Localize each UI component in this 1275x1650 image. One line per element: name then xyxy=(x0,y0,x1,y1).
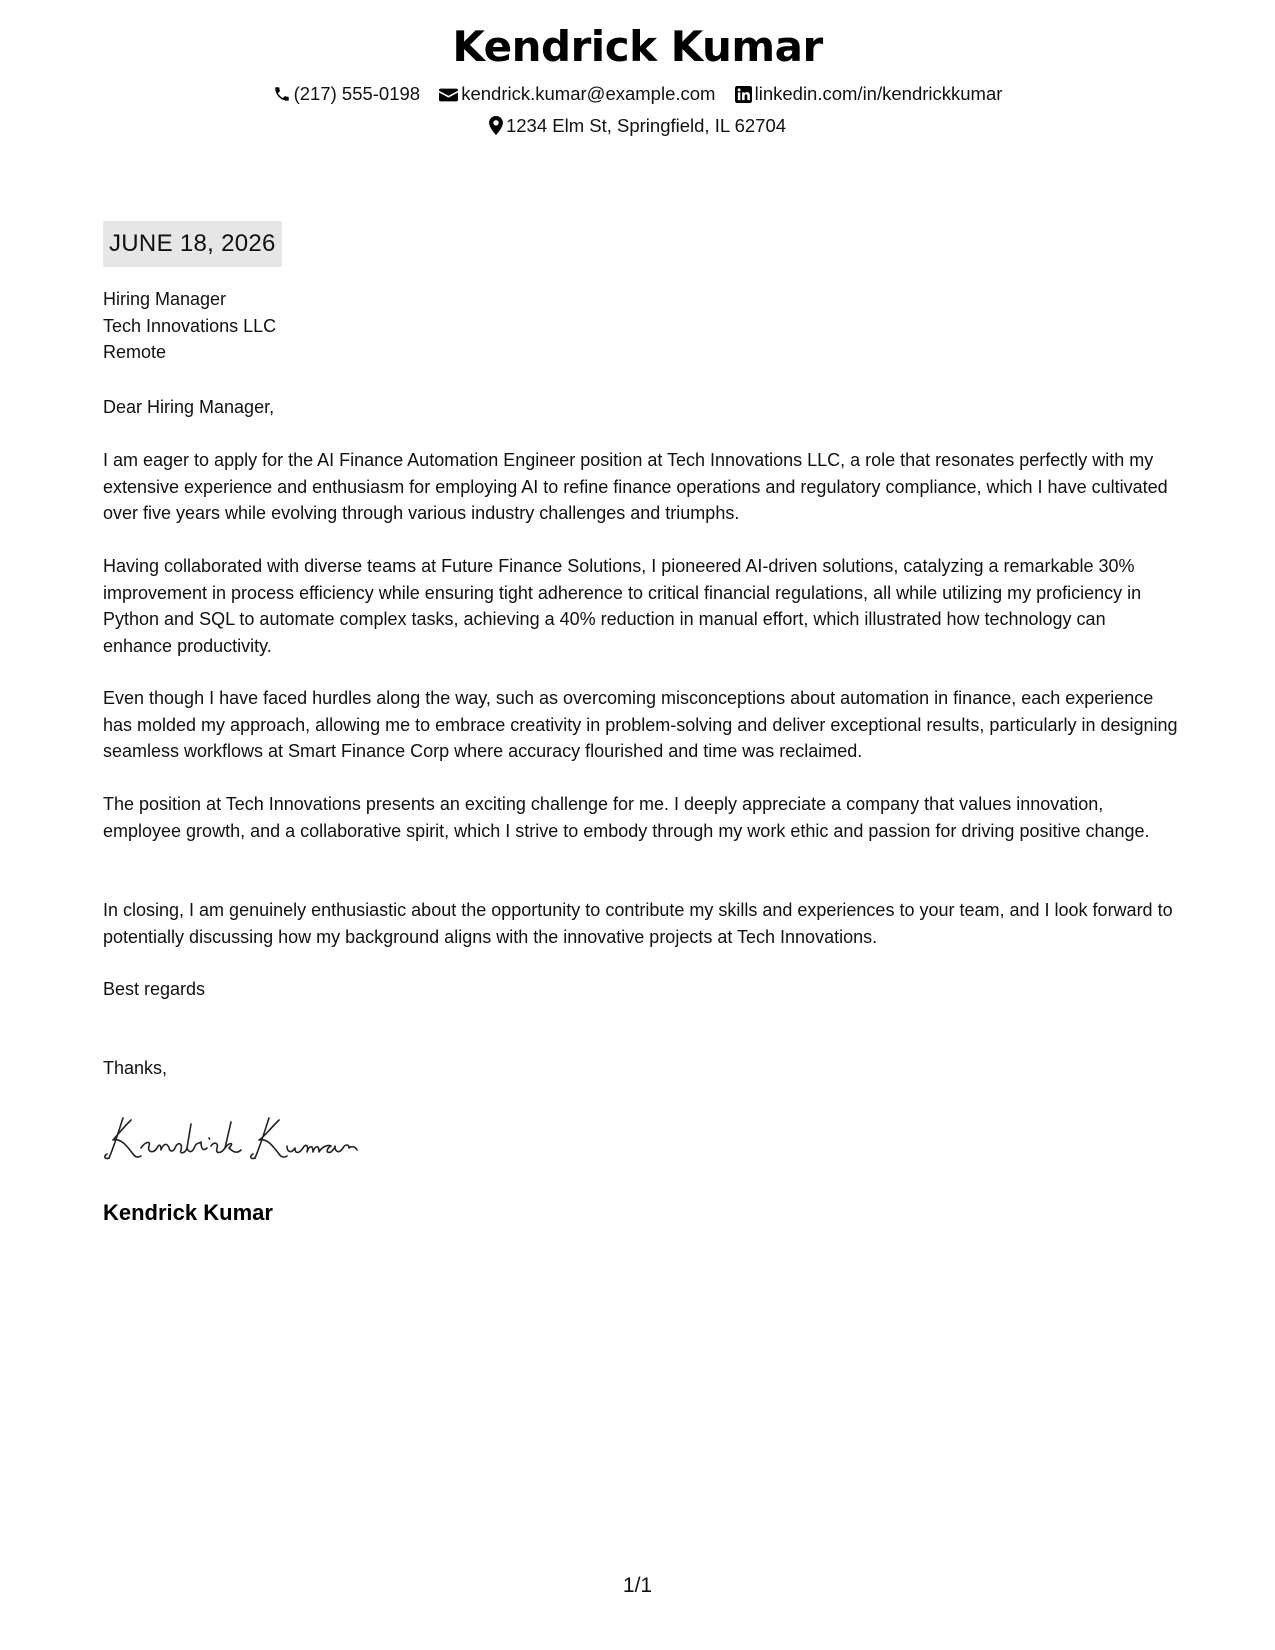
linkedin-text: linkedin.com/in/kendrickkumar xyxy=(754,83,1003,104)
phone-contact xyxy=(273,82,421,106)
map-pin-icon xyxy=(489,116,503,135)
letterhead xyxy=(0,18,1275,138)
linkedin-contact[interactable] xyxy=(735,82,1003,106)
handwritten-signature xyxy=(101,1108,381,1168)
salutation: Dear Hiring Manager, xyxy=(103,397,275,417)
phone-text: (217) 555-0198 xyxy=(293,83,421,104)
address-row xyxy=(0,114,1275,138)
applicant-name-title: Kendrick Kumar xyxy=(452,22,823,71)
envelope-icon xyxy=(439,87,458,103)
email-text: kendrick.kumar@example.com xyxy=(461,83,716,104)
body-paragraph: Even though I have faced hurdles along the way, such as overcoming misconceptions about automation in finance, each experience has molded my approach, allowing me to embrace creativity in problem-solving and deliver exceptional results, particularly in designing seamless workflows at Smart Finance Corp where accuracy flourished and time was reclaimed. xyxy=(103,688,1178,761)
body-paragraph: I am eager to apply for the AI Finance Automation Engineer position at Tech Innovations LLC, a role that resonates perfectly with my extensive experience and enthusiasm for employing AI to refine finance operations and regulatory compliance, which I have cultivated over five years while evolving through various industry challenges and triumphs. xyxy=(103,450,1168,523)
recipient-location: Remote xyxy=(103,342,167,362)
page-number: 1/1 xyxy=(622,1574,653,1597)
closing-best-regards: Best regards xyxy=(103,979,206,999)
recipient-company: Tech Innovations LLC xyxy=(103,315,277,336)
body-paragraph: In closing, I am genuinely enthusiastic about the opportunity to contribute my skills and experiences to your team, and I look forward to potentially discussing how my background aligns with the innovative projects at Tech Innovations. xyxy=(103,900,1173,947)
phone-icon xyxy=(273,85,291,103)
recipient-title: Hiring Manager xyxy=(103,289,227,309)
address-contact xyxy=(489,114,786,138)
recipient-block xyxy=(103,286,1178,366)
body-paragraph: Having collaborated with diverse teams at Future Finance Solutions, I pioneered AI-driven solutions, catalyzing a remarkable 30% improvement in process efficiency while ensuring tight adherence to critical financial regulations, all while utilizing my proficiency in Python and SQL to automate complex tasks, achieving a 40% reduction in manual effort, which illustrated how technology can enhance productivity. xyxy=(103,556,1142,656)
body-paragraph: The position at Tech Innovations presents an exciting challenge for me. I deeply appreciate a company that values innovation, employee growth, and a collaborative spirit, which I strive to embody through my work ethic and passion for driving positive change. xyxy=(103,794,1150,841)
address-text: 1234 Elm St, Springfield, IL 62704 xyxy=(505,115,787,136)
signer-name: Kendrick Kumar xyxy=(103,1200,273,1225)
letter-date: JUNE 18, 2026 xyxy=(103,221,282,267)
closing-thanks: Thanks, xyxy=(103,1058,168,1078)
linkedin-icon xyxy=(735,86,752,103)
email-contact[interactable] xyxy=(439,82,715,106)
contact-row xyxy=(0,82,1275,106)
